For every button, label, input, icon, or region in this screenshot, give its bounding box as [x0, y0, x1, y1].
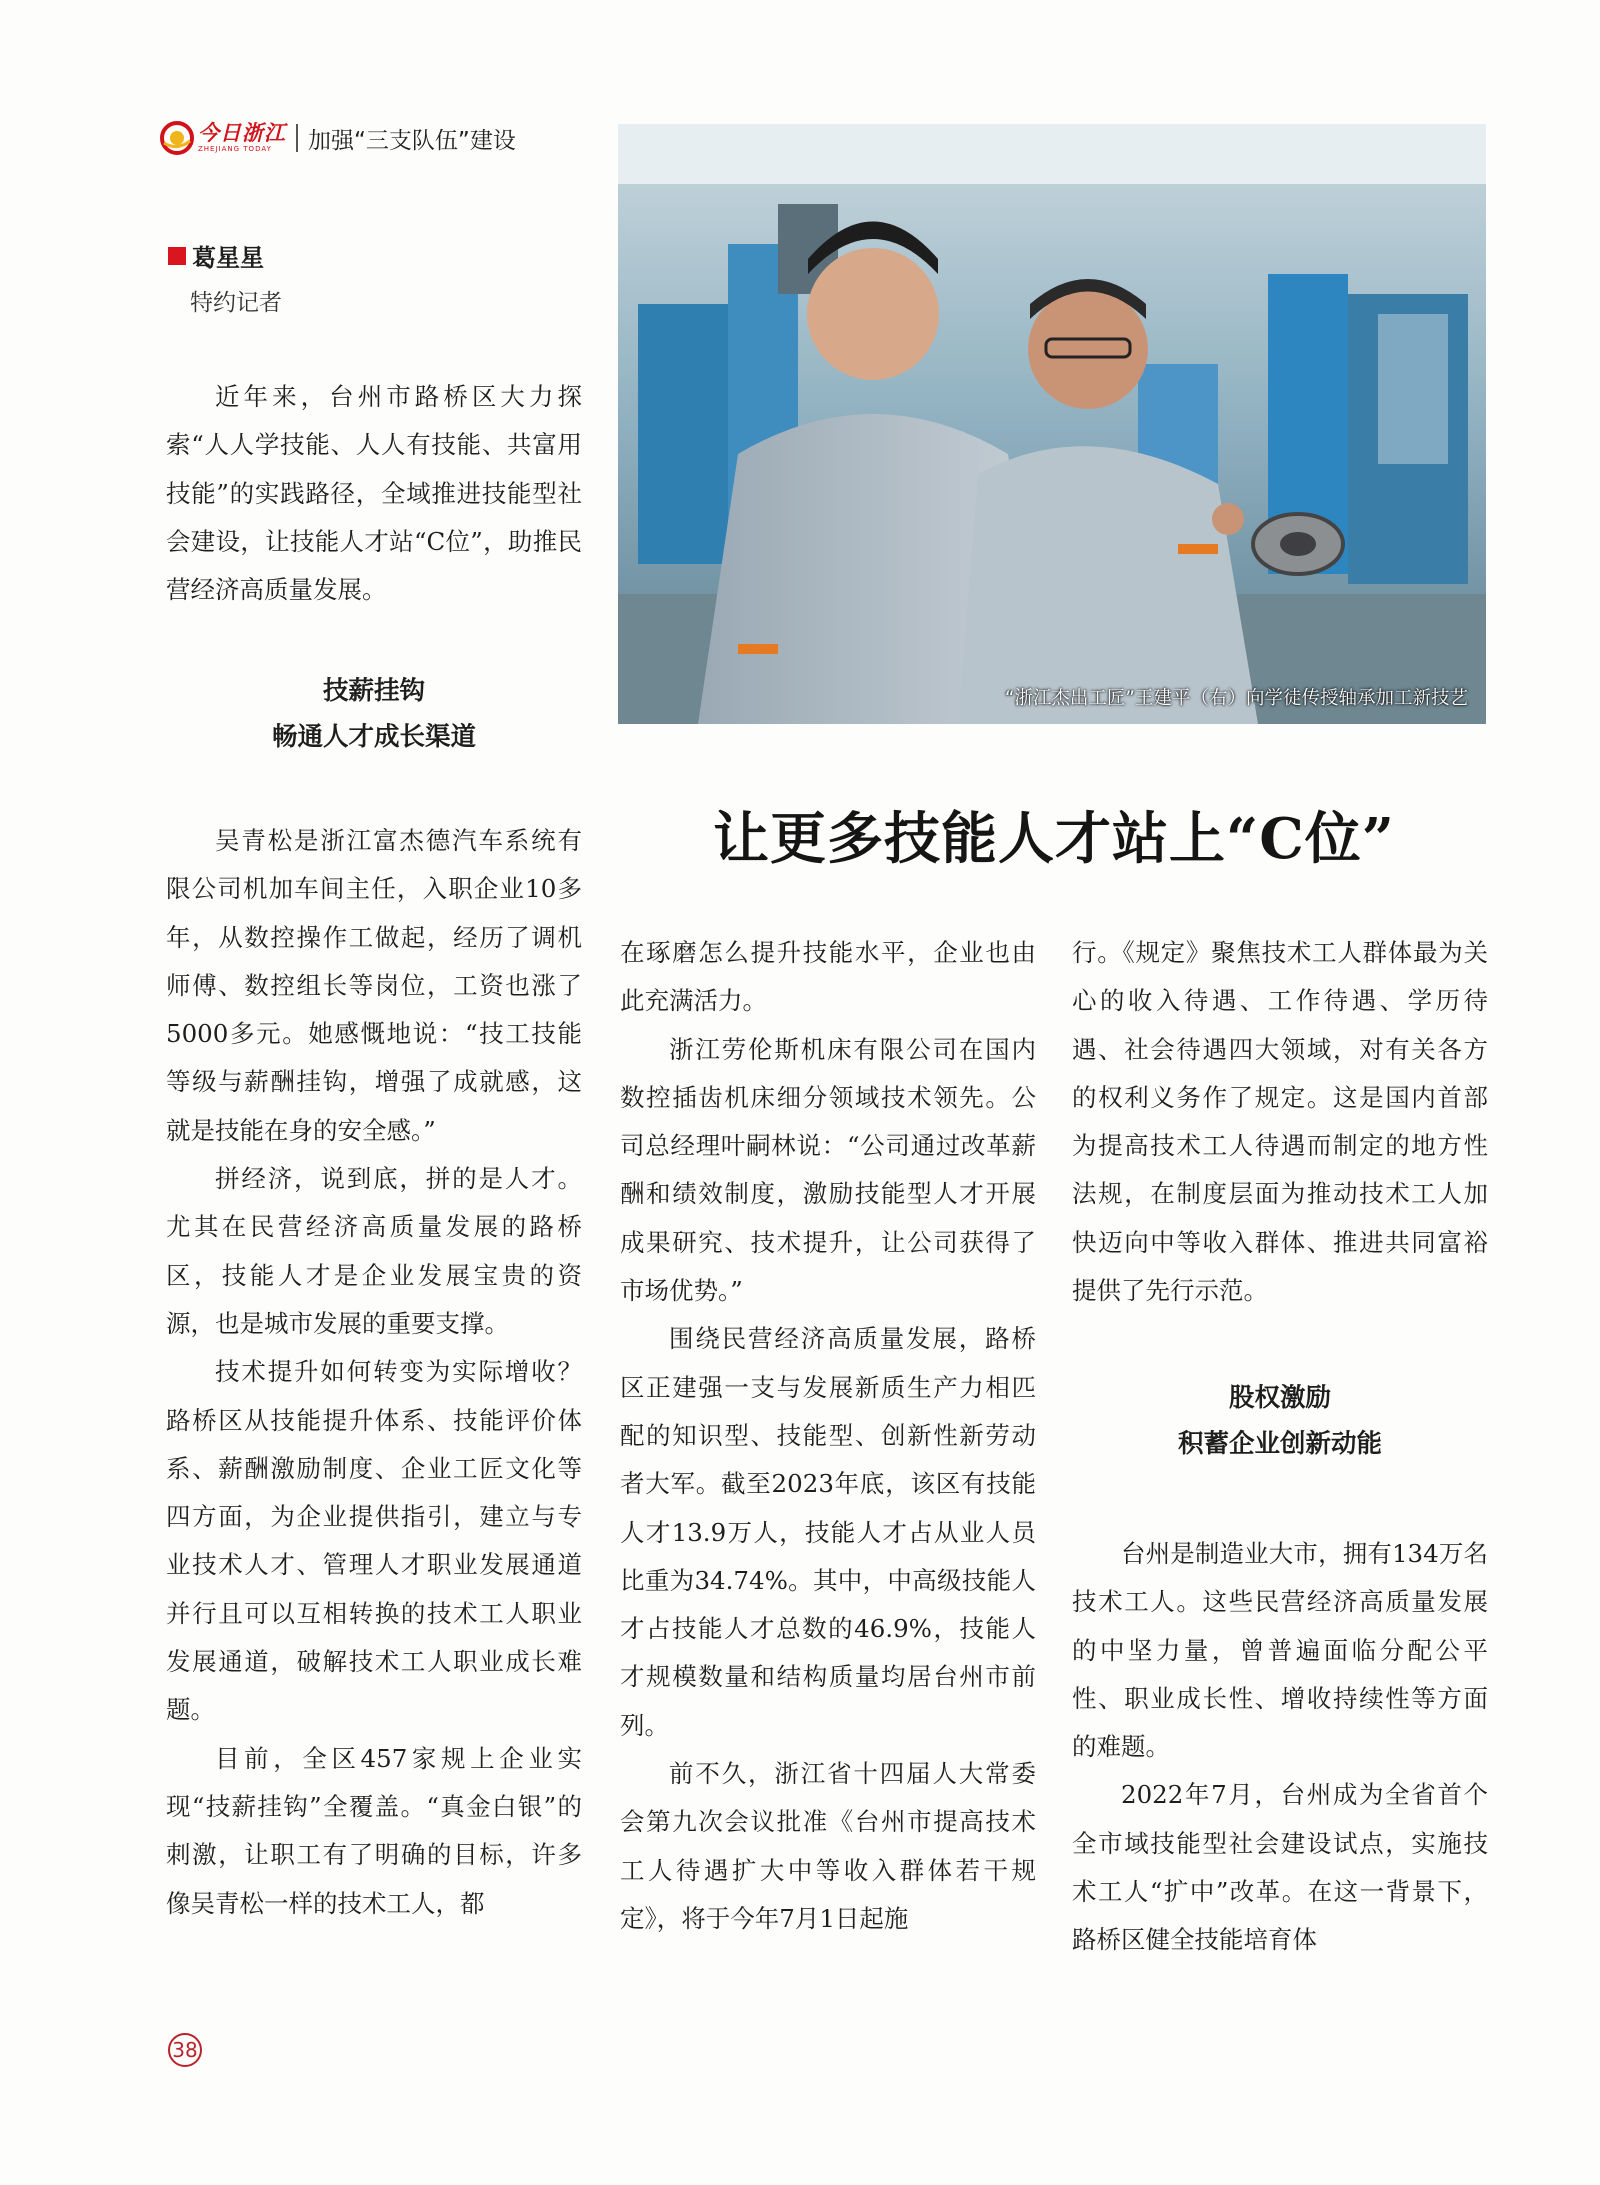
- red-square-icon: [168, 247, 186, 265]
- paragraph: 技术提升如何转变为实际增收？路桥区从技能提升体系、技能评价体系、薪酬激励制度、企业工匠文化等四方面，为企业提供指引，建立与专业技术人才、管理人才职业发展通道并行且可以互相转换的技术工人职业发展通道，破解技术工人职业成长难题。: [166, 1357, 582, 1725]
- column-2-body: [620, 929, 1036, 1943]
- logo-chinese: 今日浙江: [198, 121, 286, 145]
- intro-text: 近年来，台州市路桥区大力探索“人人学技能、人人有技能、共富用技能”的实践路径，全域推进技能型社会建设，让技能人才站“C位”，助推民营经济高质量发展。: [166, 382, 582, 605]
- paragraph: 围绕民营经济高质量发展，路桥区正建强一支与发展新质生产力相匹配的知识型、技能型、创新性新劳动者大军。截至2023年底，该区有技能人才13.9万人，技能人才占从业人员比重为34.74%。其中，中高级技能人才占技能人才总数的46.9%，技能人才规模数量和结构质量均居台州市前列。: [620, 1324, 1036, 1740]
- paragraph: 在琢磨怎么提升技能水平，企业也由此充满活力。: [620, 938, 1036, 1016]
- column-3-body: [1072, 929, 1488, 1315]
- article-title: 让更多技能人才站上“C位”: [713, 806, 1395, 872]
- paragraph: 行。《规定》聚焦技术工人群体最为关心的收入待遇、工作待遇、学历待遇、社会待遇四大领域，对有关各方的权利义务作了规定。这是国内首部为提高技术工人待遇而制定的地方性法规，在制度层面为推动技术工人加快迈向中等收入群体、推进共同富裕提供了先行示范。: [1072, 938, 1488, 1306]
- intro-paragraph: [166, 373, 582, 614]
- paragraph: 浙江劳伦斯机床有限公司在国内数控插齿机床细分领域技术领先。公司总经理叶嗣林说：“公司通过改革薪酬和绩效制度，激励技能型人才开展成果研究、技术提升，让公司获得了市场优势。”: [620, 1034, 1036, 1306]
- paragraph: 吴青松是浙江富杰德汽车系统有限公司机加车间主任，入职企业10多年，从数控操作工做起，经历了调机师傅、数控组长等岗位，工资也涨了5000多元。她感慨地说：“技工技能等级与薪酬挂钩，增强了成就感，这就是技能在身的安全感。”: [166, 826, 582, 1145]
- paragraph: 2022年7月，台州成为全省首个全市域技能型社会建设试点，实施技术工人“扩中”改革。在这一背景下，路桥区健全技能培育体: [1072, 1780, 1488, 1955]
- subheading-2-line-2: 积蓄企业创新动能: [1177, 1429, 1382, 1459]
- article-photo: [618, 124, 1486, 724]
- photo-caption: “浙江杰出工匠”王建平（右）向学徒传授轴承加工新技艺: [1004, 688, 1468, 709]
- page-number: 38: [168, 2033, 202, 2067]
- section-title: 加强“三支队伍”建设: [308, 127, 516, 154]
- author-role: 特约记者: [190, 290, 282, 316]
- paragraph: 台州是制造业大市，拥有134万名技术工人。这些民营经济高质量发展的中坚力量，曾普遍面临分配公平性、职业成长性、增收持续性等方面的难题。: [1072, 1539, 1488, 1762]
- author-name: [168, 238, 264, 273]
- paragraph: 前不久，浙江省十四届人大常委会第九次会议批准《台州市提高技术工人待遇扩大中等收入群体若干规定》，将于今年7月1日起施: [620, 1759, 1036, 1933]
- logo-wordmark: [198, 123, 286, 153]
- zhejiang-today-logo-icon: [160, 121, 194, 155]
- column-1-body: [166, 817, 582, 1928]
- subheading-1: [166, 668, 582, 760]
- paragraph: 目前，全区457家规上企业实现“技薪挂钩”全覆盖。“真金白银”的刺激，让职工有了明确的目标，许多像吴青松一样的技术工人，都: [166, 1743, 582, 1918]
- subheading-1-line-1: 技薪挂钩: [322, 676, 425, 706]
- author-name-text: 葛星星: [192, 244, 264, 272]
- header-divider: [296, 124, 298, 152]
- subheading-2-line-1: 股权激励: [1228, 1383, 1331, 1413]
- column-3-lower-body: [1072, 1530, 1488, 1965]
- page-header: [160, 118, 516, 158]
- subheading-1-line-2: 畅通人才成长渠道: [271, 722, 476, 752]
- subheading-2: [1072, 1375, 1488, 1467]
- paragraph: 拼经济，说到底，拼的是人才。尤其在民营经济高质量发展的路桥区，技能人才是企业发展宝贵的资源，也是城市发展的重要支撑。: [166, 1164, 582, 1338]
- logo-english: ZHEJIANG TODAY: [198, 145, 272, 153]
